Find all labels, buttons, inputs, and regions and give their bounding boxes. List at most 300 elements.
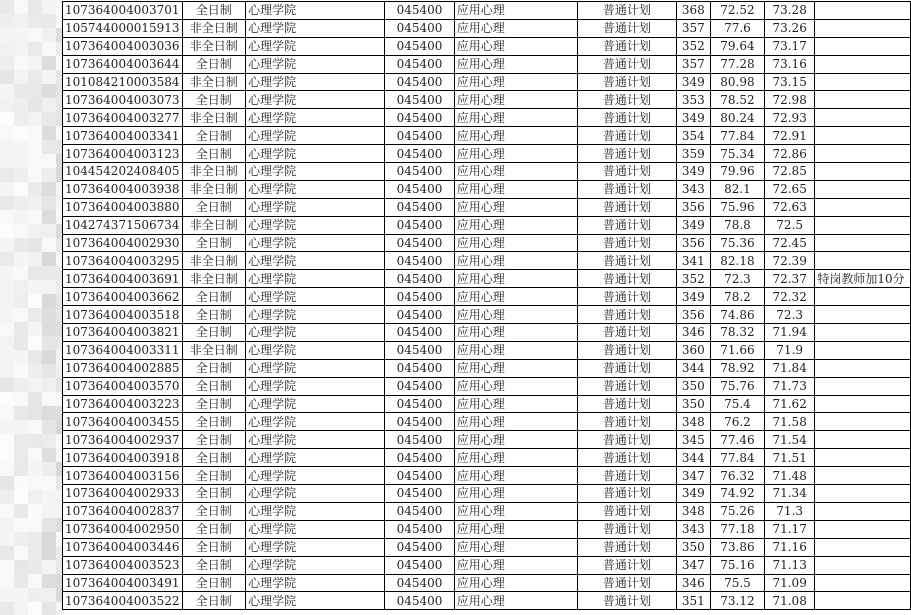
plan-type-cell: 普通计划 [578, 467, 677, 485]
retest-score-cell: 82.18 [710, 252, 764, 270]
note-cell [815, 341, 911, 359]
initial-score-cell: 354 [676, 127, 710, 145]
table-row [63, 359, 911, 377]
note-cell [815, 449, 911, 467]
initial-score-cell: 348 [676, 502, 710, 520]
initial-score-cell: 345 [676, 431, 710, 449]
retest-score-cell: 77.6 [710, 19, 764, 37]
initial-score-cell: 349 [676, 163, 710, 181]
initial-score-cell: 346 [676, 574, 710, 592]
candidate-id-cell: 107364004002950 [63, 520, 183, 538]
candidate-id-cell: 101084210003584 [63, 73, 183, 91]
candidate-id-cell: 107364004003491 [63, 574, 183, 592]
major-code-cell: 045400 [385, 2, 454, 20]
plan-type-cell: 普通计划 [578, 431, 677, 449]
table-row [63, 2, 911, 20]
plan-type-cell: 普通计划 [578, 288, 677, 306]
major-name-cell: 应用心理 [454, 216, 577, 234]
major-code-cell: 045400 [385, 180, 454, 198]
table-row [63, 467, 911, 485]
major-code-cell: 045400 [385, 431, 454, 449]
college-cell: 心理学院 [246, 288, 385, 306]
college-cell: 心理学院 [246, 252, 385, 270]
table-row [63, 198, 911, 216]
candidate-id-cell: 104274371506734 [63, 216, 183, 234]
plan-type-cell: 普通计划 [578, 270, 677, 288]
note-cell [815, 37, 911, 55]
total-score-cell: 72.91 [764, 127, 814, 145]
total-score-cell: 71.09 [764, 574, 814, 592]
plan-type-cell: 普通计划 [578, 413, 677, 431]
major-name-cell: 应用心理 [454, 485, 577, 503]
total-score-cell: 72.32 [764, 288, 814, 306]
major-code-cell: 045400 [385, 198, 454, 216]
major-name-cell: 应用心理 [454, 377, 577, 395]
retest-score-cell: 78.52 [710, 91, 764, 109]
college-cell: 心理学院 [246, 324, 385, 342]
note-cell [815, 163, 911, 181]
college-cell: 心理学院 [246, 198, 385, 216]
table-row [63, 377, 911, 395]
table-row [63, 592, 911, 610]
plan-type-cell: 普通计划 [578, 91, 677, 109]
major-code-cell: 045400 [385, 592, 454, 610]
candidate-id-cell: 107364004003341 [63, 127, 183, 145]
major-name-cell: 应用心理 [454, 234, 577, 252]
retest-score-cell: 77.84 [710, 449, 764, 467]
candidate-id-cell: 107364004003223 [63, 395, 183, 413]
study-mode-cell: 全日制 [182, 306, 246, 324]
candidate-id-cell: 107364004003311 [63, 341, 183, 359]
table-row [63, 270, 911, 288]
table-row [63, 485, 911, 503]
study-mode-cell: 全日制 [182, 377, 246, 395]
table-row [63, 556, 911, 574]
retest-score-cell: 75.36 [710, 234, 764, 252]
retest-score-cell: 77.18 [710, 520, 764, 538]
college-cell: 心理学院 [246, 180, 385, 198]
major-name-cell: 应用心理 [454, 252, 577, 270]
total-score-cell: 72.98 [764, 91, 814, 109]
candidate-id-cell: 107364004003662 [63, 288, 183, 306]
college-cell: 心理学院 [246, 55, 385, 73]
total-score-cell: 72.39 [764, 252, 814, 270]
major-code-cell: 045400 [385, 467, 454, 485]
major-name-cell: 应用心理 [454, 413, 577, 431]
table-row [63, 109, 911, 127]
retest-score-cell: 82.1 [710, 180, 764, 198]
retest-score-cell: 76.2 [710, 413, 764, 431]
study-mode-cell: 全日制 [182, 198, 246, 216]
total-score-cell: 72.93 [764, 109, 814, 127]
study-mode-cell: 全日制 [182, 55, 246, 73]
major-code-cell: 045400 [385, 377, 454, 395]
total-score-cell: 72.65 [764, 180, 814, 198]
candidate-id-cell: 107364004003156 [63, 467, 183, 485]
table-row [63, 73, 911, 91]
college-cell: 心理学院 [246, 163, 385, 181]
candidate-id-cell: 107364004003644 [63, 55, 183, 73]
table-row [63, 180, 911, 198]
major-name-cell: 应用心理 [454, 145, 577, 163]
total-score-cell: 72.86 [764, 145, 814, 163]
retest-score-cell: 75.76 [710, 377, 764, 395]
retest-score-cell: 75.5 [710, 574, 764, 592]
major-code-cell: 045400 [385, 485, 454, 503]
total-score-cell: 72.3 [764, 306, 814, 324]
major-code-cell: 045400 [385, 359, 454, 377]
major-name-cell: 应用心理 [454, 395, 577, 413]
table-row [63, 502, 911, 520]
major-name-cell: 应用心理 [454, 538, 577, 556]
major-name-cell: 应用心理 [454, 324, 577, 342]
study-mode-cell: 全日制 [182, 467, 246, 485]
major-code-cell: 045400 [385, 216, 454, 234]
study-mode-cell: 全日制 [182, 574, 246, 592]
major-code-cell: 045400 [385, 270, 454, 288]
major-name-cell: 应用心理 [454, 198, 577, 216]
college-cell: 心理学院 [246, 467, 385, 485]
candidate-id-cell: 107364004003036 [63, 37, 183, 55]
college-cell: 心理学院 [246, 341, 385, 359]
initial-score-cell: 359 [676, 145, 710, 163]
table-row [63, 324, 911, 342]
major-name-cell: 应用心理 [454, 306, 577, 324]
candidate-id-cell: 105744000015913 [63, 19, 183, 37]
total-score-cell: 71.51 [764, 449, 814, 467]
retest-score-cell: 73.12 [710, 592, 764, 610]
plan-type-cell: 普通计划 [578, 341, 677, 359]
note-cell [815, 306, 911, 324]
major-name-cell: 应用心理 [454, 359, 577, 377]
initial-score-cell: 350 [676, 395, 710, 413]
total-score-cell: 71.3 [764, 502, 814, 520]
note-cell [815, 324, 911, 342]
candidate-id-cell: 107364004003691 [63, 270, 183, 288]
note-cell [815, 413, 911, 431]
college-cell: 心理学院 [246, 216, 385, 234]
retest-score-cell: 79.64 [710, 37, 764, 55]
retest-score-cell: 77.84 [710, 127, 764, 145]
note-cell [815, 592, 911, 610]
retest-score-cell: 73.86 [710, 538, 764, 556]
table-row [63, 538, 911, 556]
college-cell: 心理学院 [246, 270, 385, 288]
initial-score-cell: 343 [676, 520, 710, 538]
note-cell [815, 377, 911, 395]
plan-type-cell: 普通计划 [578, 19, 677, 37]
major-code-cell: 045400 [385, 556, 454, 574]
plan-type-cell: 普通计划 [578, 324, 677, 342]
major-name-cell: 应用心理 [454, 467, 577, 485]
note-cell [815, 252, 911, 270]
major-code-cell: 045400 [385, 413, 454, 431]
major-name-cell: 应用心理 [454, 341, 577, 359]
total-score-cell: 72.5 [764, 216, 814, 234]
study-mode-cell: 非全日制 [182, 109, 246, 127]
study-mode-cell: 全日制 [182, 413, 246, 431]
plan-type-cell: 普通计划 [578, 127, 677, 145]
major-code-cell: 045400 [385, 109, 454, 127]
college-cell: 心理学院 [246, 502, 385, 520]
major-code-cell: 045400 [385, 538, 454, 556]
note-cell [815, 234, 911, 252]
plan-type-cell: 普通计划 [578, 306, 677, 324]
major-name-cell: 应用心理 [454, 288, 577, 306]
major-code-cell: 045400 [385, 19, 454, 37]
note-cell [815, 288, 911, 306]
note-cell [815, 2, 911, 20]
plan-type-cell: 普通计划 [578, 502, 677, 520]
table-row [63, 520, 911, 538]
retest-score-cell: 80.24 [710, 109, 764, 127]
table-row [63, 55, 911, 73]
total-score-cell: 71.13 [764, 556, 814, 574]
candidate-id-cell: 107364004003523 [63, 556, 183, 574]
plan-type-cell: 普通计划 [578, 395, 677, 413]
candidate-id-cell: 107364004003455 [63, 413, 183, 431]
study-mode-cell: 全日制 [182, 359, 246, 377]
note-cell [815, 520, 911, 538]
college-cell: 心理学院 [246, 538, 385, 556]
major-name-cell: 应用心理 [454, 270, 577, 288]
study-mode-cell: 全日制 [182, 145, 246, 163]
major-name-cell: 应用心理 [454, 592, 577, 610]
total-score-cell: 71.94 [764, 324, 814, 342]
candidate-id-cell: 107364004003518 [63, 306, 183, 324]
study-mode-cell: 全日制 [182, 556, 246, 574]
note-cell [815, 431, 911, 449]
note-cell [815, 19, 911, 37]
note-cell: 特岗教师加10分 [815, 270, 911, 288]
college-cell: 心理学院 [246, 127, 385, 145]
candidate-id-cell: 107364004003880 [63, 198, 183, 216]
major-code-cell: 045400 [385, 341, 454, 359]
note-cell [815, 73, 911, 91]
total-score-cell: 71.54 [764, 431, 814, 449]
plan-type-cell: 普通计划 [578, 234, 677, 252]
table-row [63, 216, 911, 234]
plan-type-cell: 普通计划 [578, 520, 677, 538]
college-cell: 心理学院 [246, 413, 385, 431]
total-score-cell: 71.58 [764, 413, 814, 431]
redacted-name-column [0, 0, 62, 615]
retest-score-cell: 78.92 [710, 359, 764, 377]
note-cell [815, 109, 911, 127]
major-code-cell: 045400 [385, 37, 454, 55]
candidate-id-cell: 107364004003073 [63, 91, 183, 109]
study-mode-cell: 全日制 [182, 592, 246, 610]
initial-score-cell: 344 [676, 359, 710, 377]
candidate-id-cell: 107364004002885 [63, 359, 183, 377]
major-name-cell: 应用心理 [454, 449, 577, 467]
major-code-cell: 045400 [385, 324, 454, 342]
note-cell [815, 574, 911, 592]
plan-type-cell: 普通计划 [578, 359, 677, 377]
college-cell: 心理学院 [246, 359, 385, 377]
table-row [63, 163, 911, 181]
plan-type-cell: 普通计划 [578, 252, 677, 270]
major-name-cell: 应用心理 [454, 180, 577, 198]
study-mode-cell: 全日制 [182, 288, 246, 306]
retest-score-cell: 75.96 [710, 198, 764, 216]
college-cell: 心理学院 [246, 395, 385, 413]
major-code-cell: 045400 [385, 574, 454, 592]
initial-score-cell: 357 [676, 55, 710, 73]
major-code-cell: 045400 [385, 145, 454, 163]
major-name-cell: 应用心理 [454, 502, 577, 520]
table-row [63, 395, 911, 413]
total-score-cell: 71.34 [764, 485, 814, 503]
table-row [63, 306, 911, 324]
major-code-cell: 045400 [385, 395, 454, 413]
retest-score-cell: 78.8 [710, 216, 764, 234]
plan-type-cell: 普通计划 [578, 145, 677, 163]
table-row [63, 431, 911, 449]
retest-score-cell: 75.16 [710, 556, 764, 574]
study-mode-cell: 全日制 [182, 449, 246, 467]
retest-score-cell: 78.2 [710, 288, 764, 306]
initial-score-cell: 356 [676, 198, 710, 216]
initial-score-cell: 349 [676, 109, 710, 127]
major-code-cell: 045400 [385, 520, 454, 538]
study-mode-cell: 全日制 [182, 127, 246, 145]
retest-score-cell: 78.32 [710, 324, 764, 342]
study-mode-cell: 全日制 [182, 431, 246, 449]
retest-score-cell: 71.66 [710, 341, 764, 359]
major-code-cell: 045400 [385, 449, 454, 467]
candidate-id-cell: 104454202408405 [63, 163, 183, 181]
table-row [63, 288, 911, 306]
initial-score-cell: 343 [676, 180, 710, 198]
candidate-id-cell: 107364004002837 [63, 502, 183, 520]
major-name-cell: 应用心理 [454, 574, 577, 592]
candidate-id-cell: 107364004003522 [63, 592, 183, 610]
major-code-cell: 045400 [385, 163, 454, 181]
initial-score-cell: 352 [676, 270, 710, 288]
candidate-id-cell: 107364004003570 [63, 377, 183, 395]
total-score-cell: 71.16 [764, 538, 814, 556]
major-code-cell: 045400 [385, 127, 454, 145]
plan-type-cell: 普通计划 [578, 449, 677, 467]
retest-score-cell: 72.3 [710, 270, 764, 288]
major-name-cell: 应用心理 [454, 73, 577, 91]
total-score-cell: 71.17 [764, 520, 814, 538]
study-mode-cell: 全日制 [182, 234, 246, 252]
plan-type-cell: 普通计划 [578, 198, 677, 216]
retest-score-cell: 80.98 [710, 73, 764, 91]
note-cell [815, 55, 911, 73]
plan-type-cell: 普通计划 [578, 55, 677, 73]
major-name-cell: 应用心理 [454, 91, 577, 109]
note-cell [815, 145, 911, 163]
note-cell [815, 359, 911, 377]
college-cell: 心理学院 [246, 91, 385, 109]
plan-type-cell: 普通计划 [578, 216, 677, 234]
plan-type-cell: 普通计划 [578, 377, 677, 395]
candidate-id-cell: 107364004003446 [63, 538, 183, 556]
initial-score-cell: 347 [676, 556, 710, 574]
retest-score-cell: 79.96 [710, 163, 764, 181]
candidate-id-cell: 107364004003123 [63, 145, 183, 163]
plan-type-cell: 普通计划 [578, 109, 677, 127]
total-score-cell: 73.17 [764, 37, 814, 55]
total-score-cell: 73.16 [764, 55, 814, 73]
plan-type-cell: 普通计划 [578, 73, 677, 91]
admission-score-table [62, 1, 911, 610]
initial-score-cell: 351 [676, 592, 710, 610]
college-cell: 心理学院 [246, 431, 385, 449]
major-code-cell: 045400 [385, 306, 454, 324]
table-row [63, 91, 911, 109]
initial-score-cell: 356 [676, 306, 710, 324]
initial-score-cell: 368 [676, 2, 710, 20]
retest-score-cell: 74.92 [710, 485, 764, 503]
major-name-cell: 应用心理 [454, 127, 577, 145]
initial-score-cell: 356 [676, 234, 710, 252]
plan-type-cell: 普通计划 [578, 556, 677, 574]
note-cell [815, 538, 911, 556]
study-mode-cell: 非全日制 [182, 37, 246, 55]
table-row [63, 37, 911, 55]
total-score-cell: 72.45 [764, 234, 814, 252]
candidate-id-cell: 107364004002937 [63, 431, 183, 449]
major-name-cell: 应用心理 [454, 431, 577, 449]
total-score-cell: 73.28 [764, 2, 814, 20]
college-cell: 心理学院 [246, 19, 385, 37]
major-code-cell: 045400 [385, 234, 454, 252]
initial-score-cell: 360 [676, 341, 710, 359]
retest-score-cell: 76.32 [710, 467, 764, 485]
study-mode-cell: 全日制 [182, 395, 246, 413]
study-mode-cell: 全日制 [182, 91, 246, 109]
plan-type-cell: 普通计划 [578, 163, 677, 181]
total-score-cell: 73.15 [764, 73, 814, 91]
college-cell: 心理学院 [246, 556, 385, 574]
table-row [63, 252, 911, 270]
note-cell [815, 502, 911, 520]
candidate-id-cell: 107364004003277 [63, 109, 183, 127]
total-score-cell: 71.08 [764, 592, 814, 610]
study-mode-cell: 全日制 [182, 538, 246, 556]
plan-type-cell: 普通计划 [578, 485, 677, 503]
study-mode-cell: 非全日制 [182, 19, 246, 37]
candidate-id-cell: 107364004003821 [63, 324, 183, 342]
retest-score-cell: 77.46 [710, 431, 764, 449]
initial-score-cell: 353 [676, 91, 710, 109]
plan-type-cell: 普通计划 [578, 538, 677, 556]
college-cell: 心理学院 [246, 306, 385, 324]
candidate-id-cell: 107364004003701 [63, 2, 183, 20]
note-cell [815, 180, 911, 198]
retest-score-cell: 74.86 [710, 306, 764, 324]
plan-type-cell: 普通计划 [578, 37, 677, 55]
plan-type-cell: 普通计划 [578, 574, 677, 592]
major-name-cell: 应用心理 [454, 2, 577, 20]
major-name-cell: 应用心理 [454, 556, 577, 574]
major-code-cell: 045400 [385, 73, 454, 91]
total-score-cell: 72.85 [764, 163, 814, 181]
college-cell: 心理学院 [246, 2, 385, 20]
total-score-cell: 72.37 [764, 270, 814, 288]
initial-score-cell: 349 [676, 288, 710, 306]
plan-type-cell: 普通计划 [578, 592, 677, 610]
note-cell [815, 556, 911, 574]
initial-score-cell: 349 [676, 73, 710, 91]
note-cell [815, 485, 911, 503]
study-mode-cell: 非全日制 [182, 341, 246, 359]
initial-score-cell: 341 [676, 252, 710, 270]
